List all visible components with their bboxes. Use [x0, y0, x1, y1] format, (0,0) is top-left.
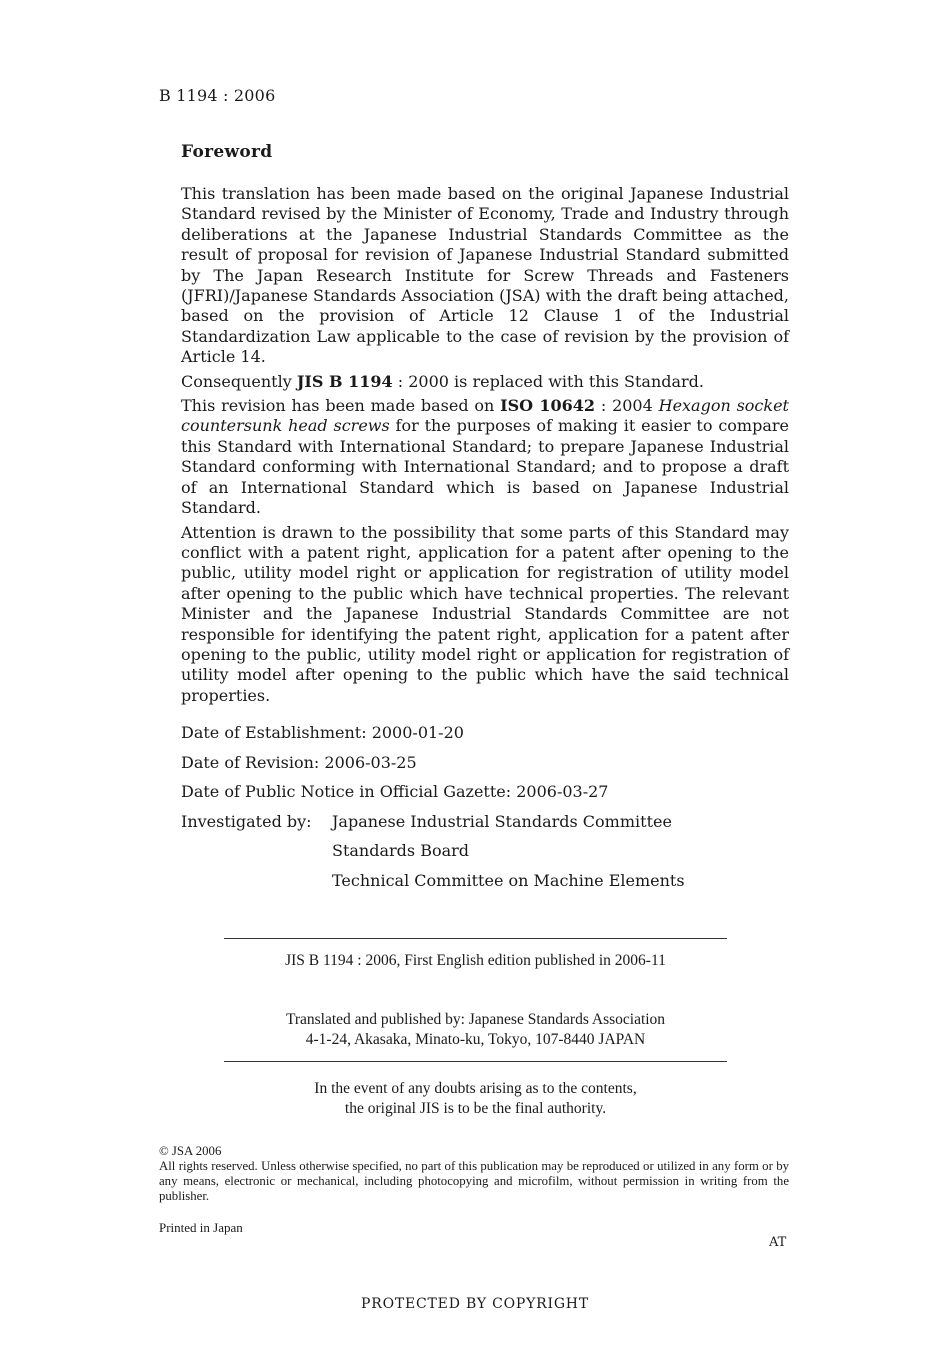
publisher-name-line: Translated and published by: Japanese Standards Association: [285, 1011, 666, 1028]
iso-standard-ref: ISO 10642: [500, 396, 596, 416]
foreword-paragraph-1: This translation has been made based on the original Japanese Industrial Standard revised by the Minister of Economy, Trade and Industry through deliberations at the Japanese Industrial Standards Committee as the result of proposal for revision of Japanese Industrial Standard submitted by The Japan Research Institute for Screw Threads and Fasteners (JFRI)/Japanese Standards Association (JSA) with the draft being attached, based on the provision of Article 12 Clause 1 of the Industrial Standardization Law applicable to the case of revision by the provision of Article 14.: [181, 184, 789, 367]
rights-statement: All rights reserved. Unless otherwise specified, no part of this publication may be reproduced or utilized in any form or by any means, electronic or mechanical, including photocopying and microfilm, without permission in writing from the publisher.: [159, 1159, 789, 1203]
board-name: Standards Board: [332, 841, 470, 860]
investigated-by: [181, 811, 685, 900]
foreword-body: [181, 184, 789, 710]
paragraph-3-tail: for the purposes of making it easier to compare this Standard with International Standard; to prepare Japanese Industrial Standard conforming with International Standard; and to propose a draft of an International Standard which is based on Japanese Industrial Standard.: [181, 416, 789, 518]
authority-notice: [224, 1079, 727, 1119]
date-of-revision: Date of Revision: 2006-03-25: [181, 752, 417, 772]
copyright-line: © JSA 2006: [159, 1144, 222, 1158]
paragraph-3-mid: : 2004: [595, 396, 659, 416]
authority-line-2: the original JIS is to be the final authority.: [344, 1100, 607, 1117]
committee-name: Japanese Industrial Standards Committee: [332, 811, 672, 831]
paragraph-3-lead: This revision has been made based on: [181, 396, 501, 416]
printed-in: Printed in Japan: [159, 1220, 243, 1235]
replaced-standard-ref: JIS B 1194: [296, 371, 393, 391]
foreword-paragraph-2: [181, 372, 789, 392]
protected-by-copyright: PROTECTED BY COPYRIGHT: [361, 1296, 589, 1312]
technical-committee-name: Technical Committee on Machine Elements: [332, 870, 685, 890]
paragraph-2-tail: : 2000 is replaced with this Standard.: [392, 371, 704, 391]
divider-top: [224, 938, 727, 939]
edition-line: JIS B 1194 : 2006, First English edition published in 2006-11: [285, 952, 666, 969]
dates-block: [181, 722, 685, 899]
standard-id-header: B 1194 : 2006: [159, 86, 276, 105]
publisher-address-line: 4-1-24, Akasaka, Minato-ku, Tokyo, 107-8440 JAPAN: [305, 1031, 646, 1048]
foreword-title: Foreword: [181, 142, 273, 162]
paragraph-2-lead: Consequently: [181, 371, 297, 391]
foreword-paragraph-3: [181, 396, 789, 518]
date-of-establishment: Date of Establishment: 2000-01-20: [181, 723, 464, 742]
investigated-by-label: Investigated by:: [181, 811, 312, 831]
iso-standard-title: Hexagon socket countersunk head screws: [181, 396, 789, 436]
authority-line-1: In the event of any doubts arising as to the contents,: [314, 1080, 637, 1097]
legal-notice: [159, 1144, 789, 1204]
investigated-by-list: [332, 811, 685, 900]
at-mark: AT: [769, 1235, 787, 1250]
divider-bottom: [224, 1061, 727, 1062]
date-of-public-notice: Date of Public Notice in Official Gazette: 2006-03-27: [181, 782, 609, 801]
publisher-block: [224, 1010, 727, 1050]
foreword-paragraph-4: Attention is drawn to the possibility that some parts of this Standard may conflict with a patent right, application for a patent after opening to the public, utility model right or application for registration of utility model after opening to the public which have technical properties. The relevant Minister and the Japanese Industrial Standards Committee are not responsible for identifying the patent right, application for a patent after opening to the public, utility model right or application for registration of utility model after opening to the public which have the said technical properties.: [181, 522, 789, 705]
